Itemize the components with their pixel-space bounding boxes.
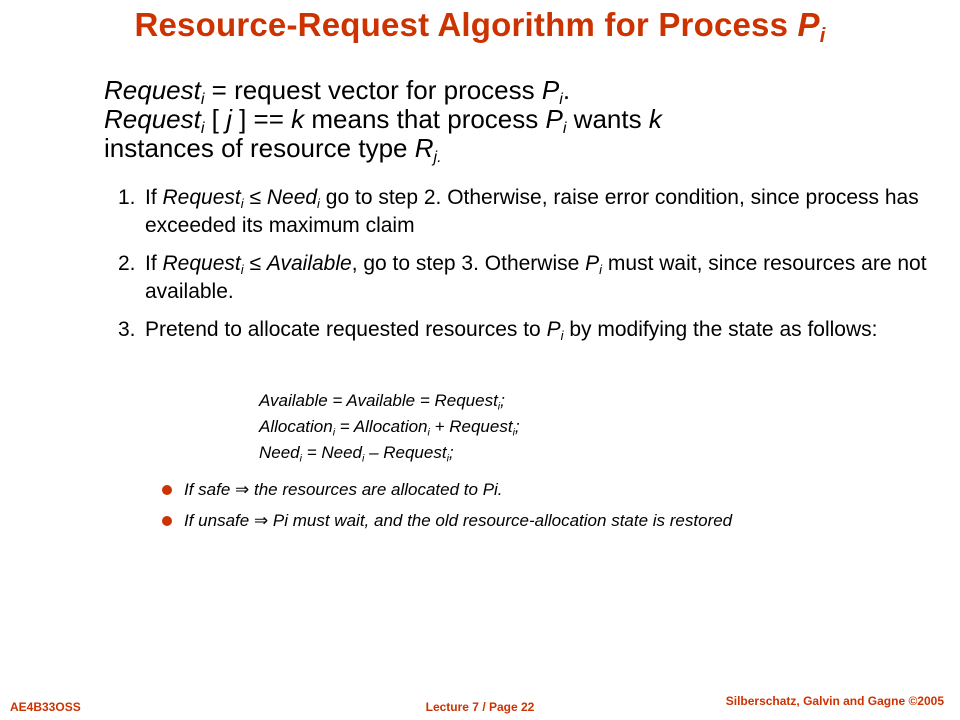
- formula-subscript: i: [497, 400, 501, 413]
- request-subscript: i: [240, 262, 244, 278]
- formula-text: ;: [500, 391, 505, 410]
- intro-text: = request vector for process: [204, 75, 542, 105]
- formula-available: [259, 388, 520, 414]
- step-3: [118, 316, 928, 344]
- intro-definition: [104, 75, 924, 167]
- intro-text: instances of resource type: [104, 133, 415, 163]
- process-subscript: i: [562, 119, 567, 138]
- formula-subscript: i: [299, 452, 302, 465]
- count-term: k: [291, 104, 305, 134]
- formula-allocation: [259, 414, 520, 440]
- request-term: Request: [162, 252, 241, 275]
- formula-text: = Allocation: [335, 417, 428, 436]
- bullet-text: the resources are allocated to Pi.: [249, 480, 503, 499]
- step-text: must wait, since resources are not available.: [145, 252, 927, 303]
- process-term: P: [545, 104, 563, 134]
- intro-text: wants: [566, 104, 649, 134]
- step-text: , go to step 3. Otherwise: [351, 252, 586, 275]
- formula-subscript: i: [427, 426, 430, 439]
- step-number: 1.: [118, 186, 136, 209]
- intro-line-3: [104, 133, 924, 167]
- title-process-symbol: P: [797, 6, 820, 43]
- request-term: Request: [104, 75, 201, 105]
- request-subscript: i: [200, 119, 205, 138]
- count-term: k: [648, 104, 662, 134]
- step-text: Pretend to allocate requested resources to: [145, 318, 547, 341]
- bullet-text: Pi must wait, and the old resource-allocation state is restored: [268, 511, 733, 530]
- formula-subscript: i: [332, 426, 336, 439]
- intro-line-1: [104, 75, 924, 109]
- formula-need: [259, 440, 520, 466]
- process-subscript: i: [560, 328, 564, 344]
- bullet-text: If safe: [184, 480, 236, 499]
- footer-page-number: Lecture 7 / Page 22: [425, 700, 535, 714]
- request-term: Request: [162, 186, 241, 209]
- footer-course-code: AE4B33OSS: [10, 700, 81, 714]
- outcome-bullets: [160, 478, 900, 533]
- need-term: Need: [266, 186, 318, 209]
- step-text: If: [145, 252, 163, 275]
- title-process-subscript: i: [819, 25, 826, 47]
- step-number: 3.: [118, 318, 136, 341]
- title-text: Resource-Request Algorithm for Process: [134, 6, 798, 43]
- process-subscript: i: [599, 262, 603, 278]
- implies-arrow-icon: ⇒: [253, 511, 269, 530]
- formula-text: – Request: [364, 443, 447, 462]
- available-term: Available: [266, 252, 352, 275]
- less-equal-symbol: ≤: [243, 186, 267, 209]
- bullet-dot-icon: [162, 516, 172, 526]
- intro-text: .: [562, 75, 571, 105]
- state-update-formulas: [259, 388, 520, 466]
- implies-arrow-icon: ⇒: [235, 480, 250, 499]
- step-text: by modifying the state as follows:: [563, 318, 878, 341]
- formula-subscript: i: [446, 452, 449, 465]
- slide-title: [0, 6, 960, 48]
- process-term: P: [541, 75, 560, 105]
- request-subscript: i: [200, 90, 205, 109]
- request-subscript: i: [240, 196, 244, 212]
- intro-text: means that process: [304, 104, 546, 134]
- intro-text: [: [204, 104, 227, 134]
- bullet-safe: [160, 478, 900, 502]
- formula-text: Allocation: [259, 417, 333, 436]
- step-1: [118, 184, 928, 240]
- process-term: P: [585, 252, 600, 275]
- formula-text: = Need: [301, 443, 362, 462]
- algorithm-steps: [118, 184, 928, 344]
- intro-text: ] ==: [231, 104, 292, 134]
- process-term: P: [546, 318, 561, 341]
- need-subscript: i: [317, 196, 320, 212]
- formula-text: Need: [259, 443, 300, 462]
- request-term: Request: [104, 104, 201, 134]
- bullet-dot-icon: [162, 485, 172, 495]
- resource-subscript: j.: [433, 148, 442, 167]
- formula-text: ;: [514, 417, 520, 436]
- step-2: [118, 250, 928, 306]
- bullet-text: If unsafe: [184, 511, 254, 530]
- resource-term: R: [414, 133, 434, 163]
- formula-text: + Request: [429, 417, 513, 436]
- footer-copyright: Silberschatz, Galvin and Gagne ©2005: [725, 694, 944, 708]
- formula-subscript: i: [512, 426, 515, 439]
- formula-text: ;: [448, 443, 454, 462]
- step-text: If: [145, 186, 163, 209]
- formula-subscript: i: [362, 452, 365, 465]
- bullet-unsafe: [160, 509, 900, 533]
- step-number: 2.: [118, 252, 136, 275]
- intro-line-2: [104, 104, 924, 138]
- step-text: go to step 2. Otherwise, raise error condition, since process has exceeded its maximum claim: [145, 186, 919, 237]
- index-term: j: [226, 104, 232, 134]
- less-equal-symbol: ≤: [243, 252, 267, 275]
- process-subscript: i: [559, 90, 563, 109]
- formula-text: Available = Available = Request: [259, 391, 498, 410]
